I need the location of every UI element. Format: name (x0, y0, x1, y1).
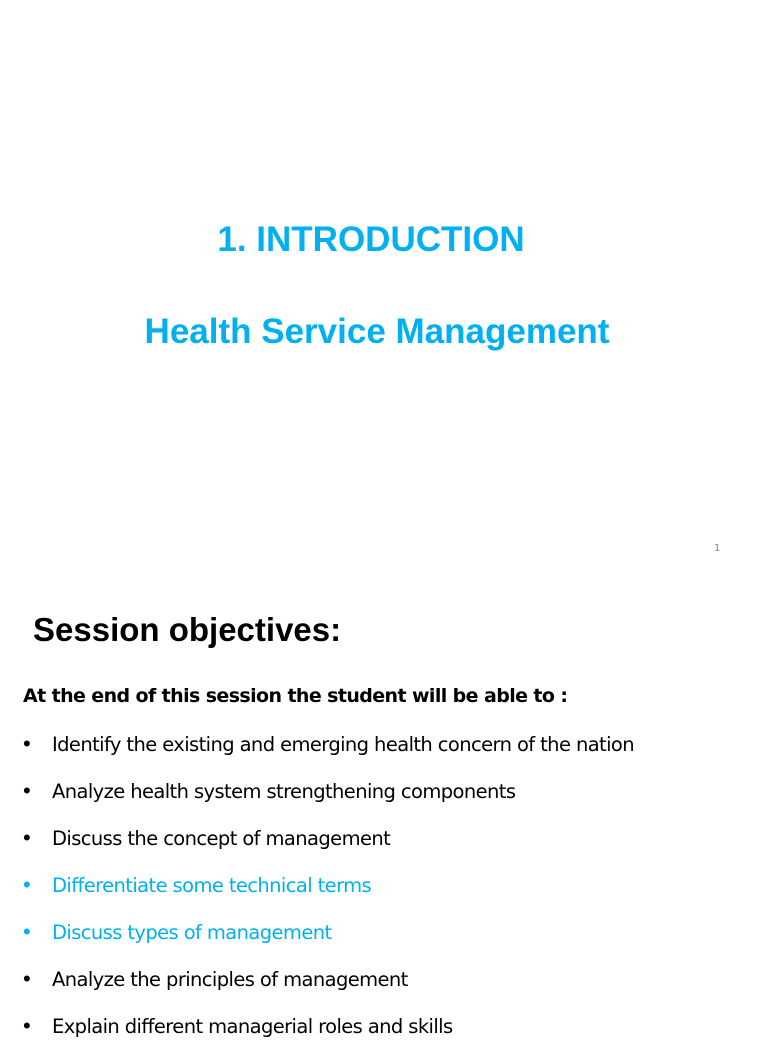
objective-text: Explain different managerial roles and skills (52, 1015, 453, 1038)
objectives-list (23, 732, 634, 1061)
objectives-intro: At the end of this session the student will be able to : (23, 685, 568, 707)
bullet-icon: • (23, 872, 31, 897)
bullet-icon: • (23, 731, 31, 756)
slide-subtitle: Health Service Management (144, 312, 610, 351)
objective-text: Analyze the principles of management (52, 968, 408, 991)
objective-item (23, 1014, 634, 1061)
objective-item (23, 779, 634, 826)
objective-text: Identify the existing and emerging health concern of the nation (52, 733, 635, 756)
objective-item (23, 873, 634, 920)
page-number: 1 (714, 543, 721, 554)
objective-item (23, 920, 634, 967)
objective-item (23, 826, 634, 873)
bullet-icon: • (23, 919, 31, 944)
objective-text: Analyze health system strengthening components (52, 780, 516, 803)
bullet-icon: • (23, 825, 31, 850)
objective-item (23, 732, 634, 779)
objective-item (23, 967, 634, 1014)
bullet-icon: • (23, 966, 31, 991)
objective-text: Differentiate some technical terms (52, 874, 372, 897)
section-heading: Session objectives: (33, 611, 342, 648)
bullet-icon: • (23, 1013, 31, 1038)
objective-text: Discuss types of management (52, 921, 332, 944)
bullet-icon: • (23, 778, 31, 803)
objective-text: Discuss the concept of management (52, 827, 391, 850)
slide-title: 1. INTRODUCTION (217, 220, 525, 259)
